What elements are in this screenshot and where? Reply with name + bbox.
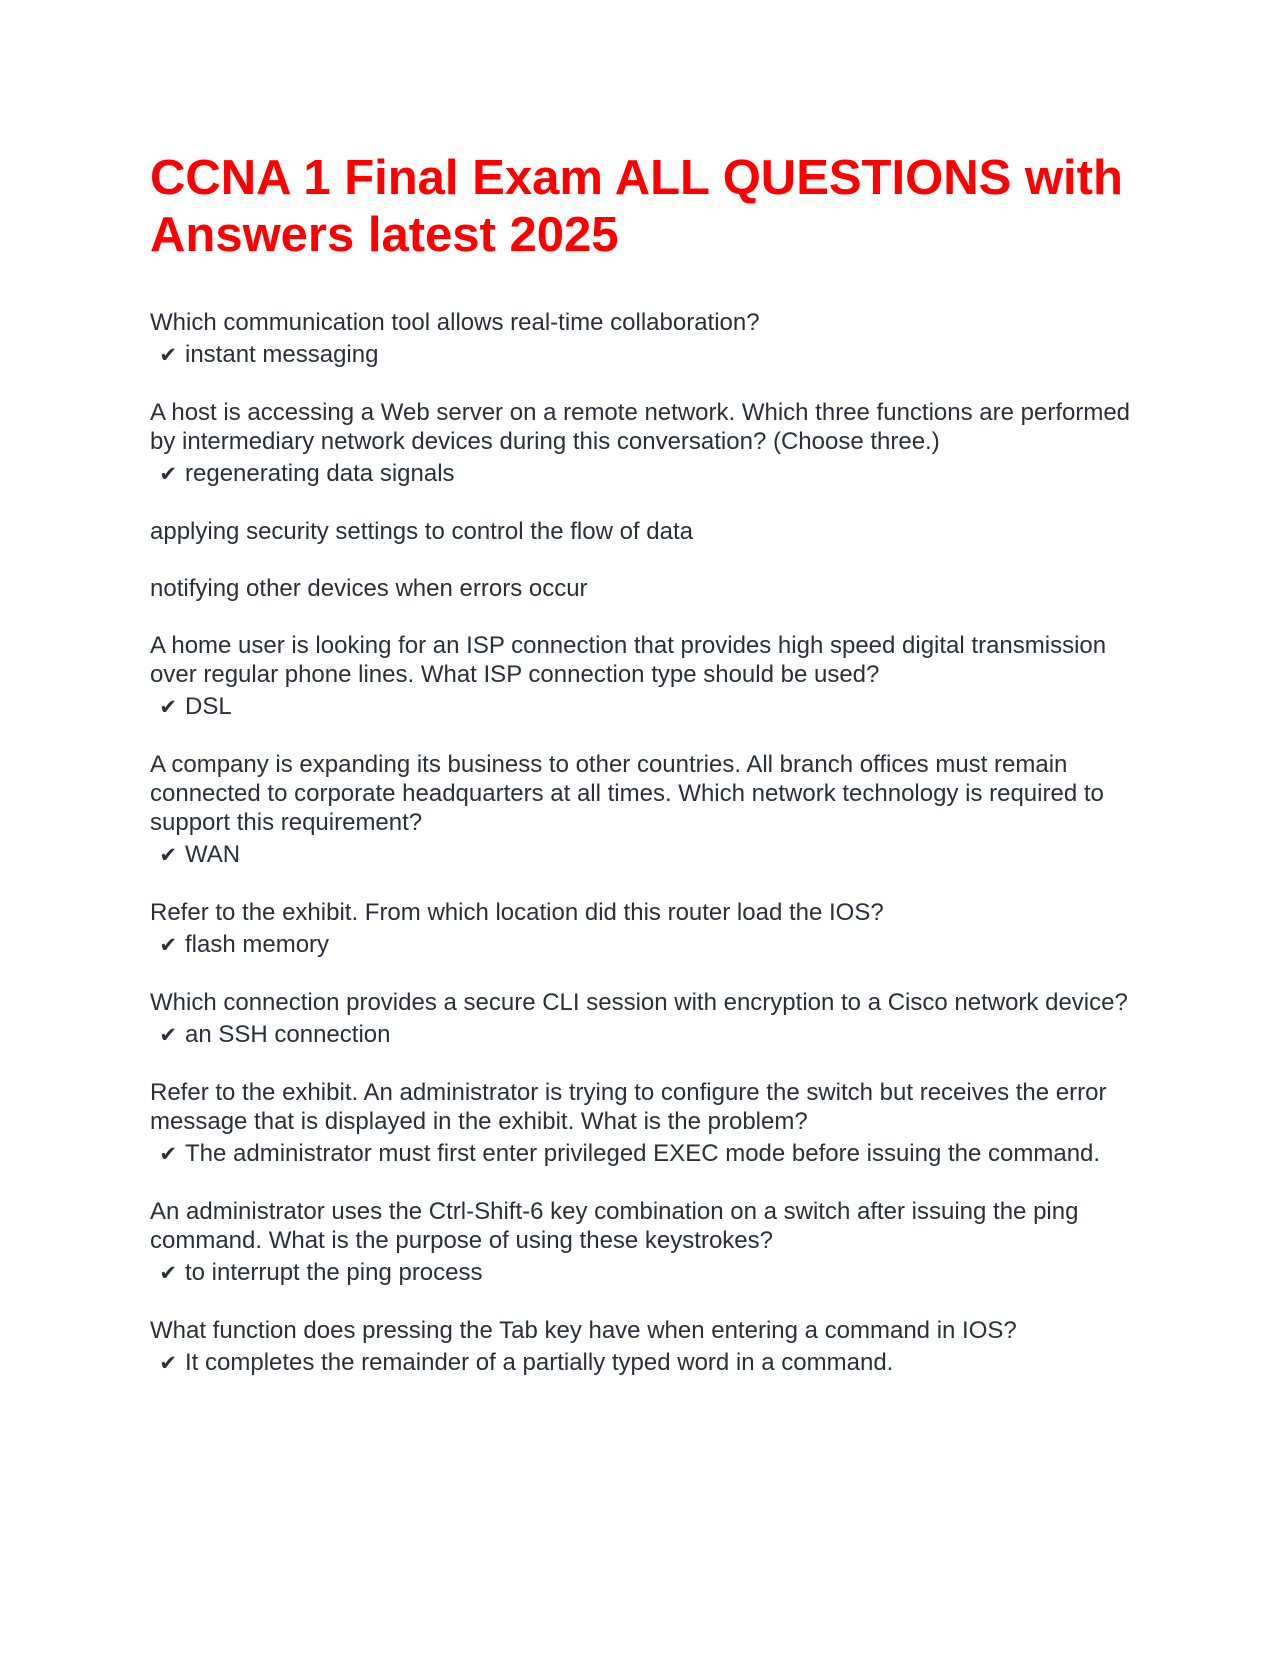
check-mark-icon: ✔ [159, 843, 177, 867]
answer-text: It completes the remainder of a partially typed word in a command. [185, 1349, 894, 1376]
qa-item-5 [150, 898, 1130, 960]
question-text: A company is expanding its business to other countries. All branch offices must remain connected to corporate headquarters at all times. Which network technology is required to support this requirement? [150, 751, 1111, 836]
qa-item-6 [150, 988, 1130, 1050]
answer-line [150, 1348, 1130, 1378]
question-text: Which communication tool allows real-time collaboration? [150, 309, 760, 336]
answer-text: instant messaging [185, 341, 379, 368]
question-text: Which connection provides a secure CLI session with encryption to a Cisco network device? [150, 989, 1128, 1016]
answer-line [150, 1139, 1130, 1169]
qa-item-2 [150, 398, 1137, 489]
answer-line [150, 692, 1130, 722]
answer-line [150, 1258, 1130, 1288]
answer-line [150, 930, 1130, 960]
answer-line [150, 340, 1130, 370]
document-page [150, 150, 1137, 1406]
answer-line [150, 840, 1130, 870]
qa-item-4 [150, 750, 1130, 870]
qa-item-1 [150, 308, 1130, 370]
check-mark-icon: ✔ [159, 1023, 177, 1047]
qa-item-3 [150, 631, 1130, 722]
answer-option-line: notifying other devices when errors occur [150, 575, 588, 602]
answer-text: an SSH connection [185, 1021, 391, 1048]
qa-item-9 [150, 1316, 1130, 1378]
qa-item-8 [150, 1197, 1130, 1288]
answer-text: to interrupt the ping process [185, 1259, 483, 1286]
question-text: What function does pressing the Tab key have when entering a command in IOS? [150, 1317, 1017, 1344]
check-mark-icon: ✔ [159, 1261, 177, 1285]
check-mark-icon: ✔ [159, 1351, 177, 1375]
question-text: Refer to the exhibit. An administrator is trying to configure the switch but receives the error message that is displayed in the exhibit. What is the problem? [150, 1079, 1114, 1135]
answer-line [150, 1020, 1130, 1050]
answer-text: WAN [185, 841, 241, 868]
answer-text: regenerating data signals [185, 460, 455, 487]
document-title: CCNA 1 Final Exam ALL QUESTIONS with Answers latest 2025 [150, 151, 1123, 262]
answer-line [150, 459, 1130, 489]
check-mark-icon: ✔ [159, 1142, 177, 1166]
question-text: A home user is looking for an ISP connection that provides high speed digital transmission over regular phone lines. What ISP connection type should be used? [150, 632, 1113, 688]
check-mark-icon: ✔ [159, 343, 177, 367]
answer-option-line: applying security settings to control the flow of data [150, 518, 693, 545]
question-text: An administrator uses the Ctrl-Shift-6 key combination on a switch after issuing the ping command. What is the purpose of using these keystrokes? [150, 1198, 1086, 1254]
answer-text: The administrator must first enter privileged EXEC mode before issuing the command. [185, 1140, 1101, 1167]
question-text: Refer to the exhibit. From which location did this router load the IOS? [150, 899, 884, 926]
question-text: A host is accessing a Web server on a remote network. Which three functions are performed by intermediary network devices during this conversation? (Choose three.) [150, 399, 1137, 455]
check-mark-icon: ✔ [159, 462, 177, 486]
answer-text: DSL [185, 693, 232, 720]
check-mark-icon: ✔ [159, 695, 177, 719]
qa-item-7 [150, 1078, 1130, 1169]
answer-text: flash memory [185, 931, 330, 958]
check-mark-icon: ✔ [159, 933, 177, 957]
